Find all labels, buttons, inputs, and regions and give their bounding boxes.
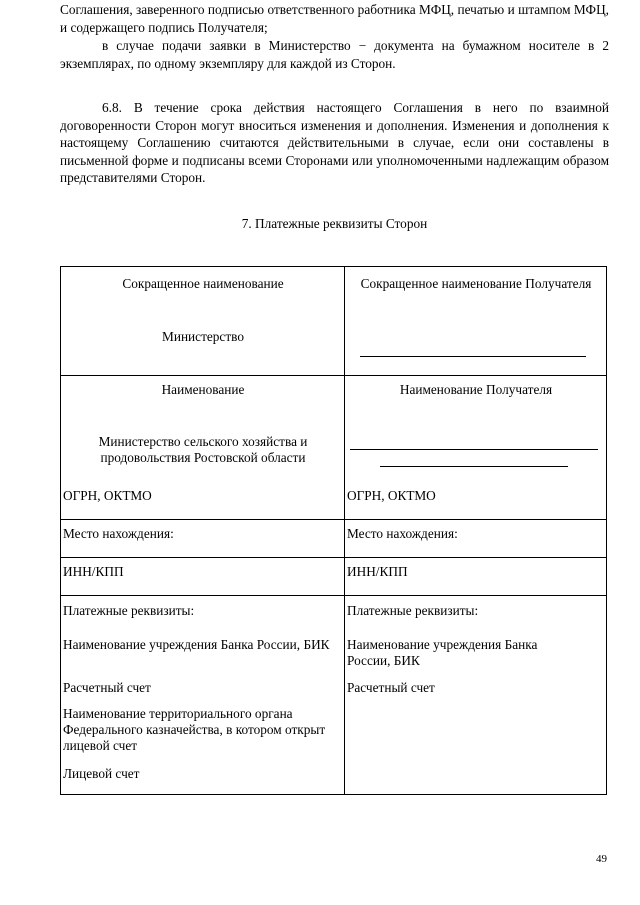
settlement-account-right: Расчетный счет xyxy=(347,680,435,695)
table-row-name xyxy=(61,376,607,520)
bank-name-bik-right: Наименование учреждения Банка России, БИК xyxy=(347,637,538,668)
table-cell xyxy=(345,267,607,376)
fill-line xyxy=(350,449,598,450)
table-cell xyxy=(345,376,607,520)
name-label-left: Наименование xyxy=(161,382,245,397)
name-value-ministry-full: Министерство сельского хозяйства и продовольствия Ростовской области xyxy=(98,434,308,465)
paragraph-paper-copies: в случае подачи заявки в Министерство − документа на бумажном носителе в 2 экземплярах, по одному экземпляру для каждой из Сторон. xyxy=(60,38,609,71)
payment-heading-right: Платежные реквизиты: xyxy=(347,603,479,618)
table-cell xyxy=(61,558,345,596)
table-cell xyxy=(345,596,607,795)
table-cell xyxy=(61,596,345,795)
table-cell xyxy=(61,267,345,376)
short-name-value-ministry: Министерство xyxy=(162,329,244,344)
inn-kpp-right: ИНН/КПП xyxy=(347,564,408,579)
table-cell xyxy=(345,520,607,558)
short-name-label-left: Сокращенное наименование xyxy=(122,276,284,291)
bank-name-bik-left: Наименование учреждения Банка России, БИК xyxy=(63,637,330,652)
table-cell xyxy=(345,558,607,596)
table-row-payment-details xyxy=(61,596,607,795)
personal-account-left: Лицевой счет xyxy=(63,766,140,781)
location-label-right: Место нахождения: xyxy=(347,526,458,541)
inn-kpp-left: ИНН/КПП xyxy=(63,564,124,579)
table-row-location xyxy=(61,520,607,558)
paragraph-6-8-amendments: 6.8. В течение срока действия настоящего Соглашения в него по взаимной договоренности Сторон могут вноситься изменения и дополнения. Изменения и дополнения к настоящему Соглашению считаются действительными в случае, если они составлены в письменной форме и подписаны всеми Сторонами или уполномоченными надлежащим образом представителями Сторон. xyxy=(60,100,609,186)
paragraph-signature-conditions: Соглашения, заверенного подписью ответственного работника МФЦ, печатью и штампом МФЦ, и содержащего подпись Получателя; xyxy=(60,2,609,35)
short-name-label-recipient: Сокращенное наименование Получателя xyxy=(360,276,592,291)
fill-line xyxy=(380,466,568,467)
table-cell xyxy=(61,376,345,520)
location-label-left: Место нахождения: xyxy=(63,526,174,541)
signature-line xyxy=(360,356,586,357)
payment-heading-left: Платежные реквизиты: xyxy=(63,603,195,618)
ogrn-oktmo-right: ОГРН, ОКТМО xyxy=(347,488,436,503)
table-row-inn-kpp xyxy=(61,558,607,596)
name-label-recipient: Наименование Получателя xyxy=(399,382,553,397)
ogrn-oktmo-left: ОГРН, ОКТМО xyxy=(63,488,152,503)
section-title: 7. Платежные реквизиты Сторон xyxy=(241,216,428,231)
settlement-account-left: Расчетный счет xyxy=(63,680,151,695)
page-number: 49 xyxy=(596,853,607,865)
payment-details-table xyxy=(60,266,607,795)
treasury-body-left: Наименование территориального органа Федерального казначейства, в котором открыт лицевой счет xyxy=(63,706,326,753)
table-row-short-name xyxy=(61,267,607,376)
table-cell xyxy=(61,520,345,558)
